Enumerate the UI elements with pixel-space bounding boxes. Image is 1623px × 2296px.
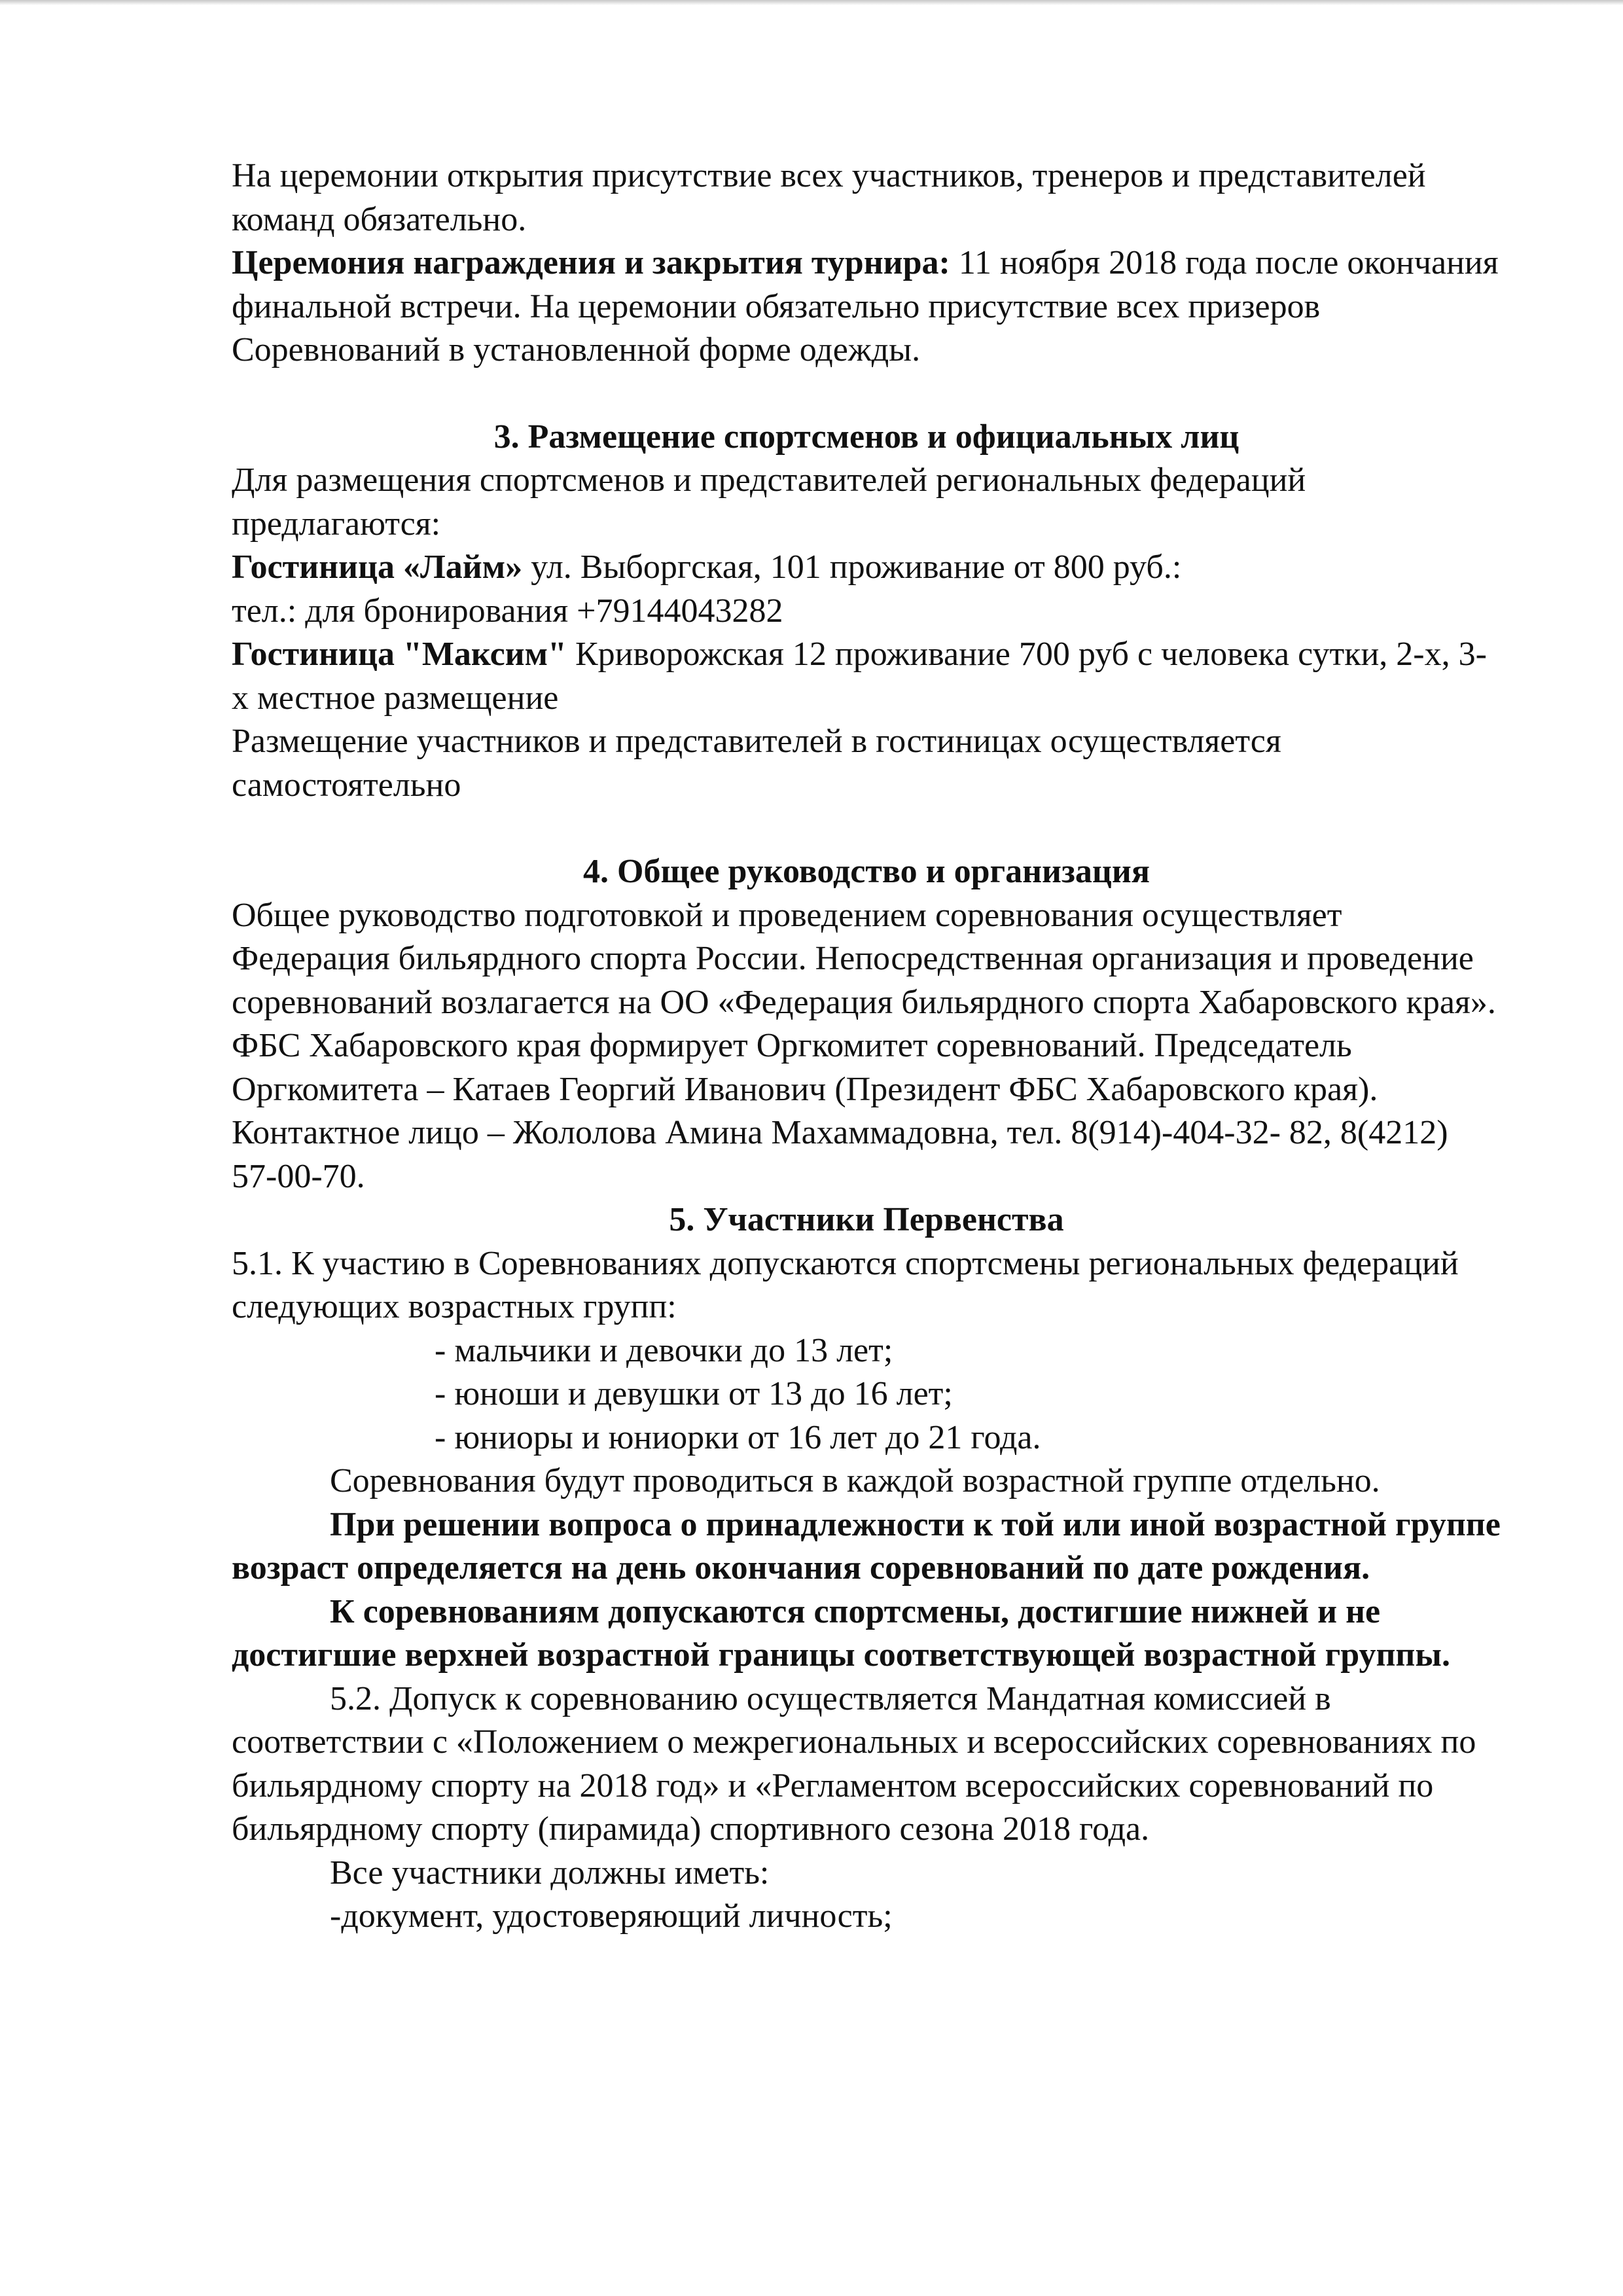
- scan-edge: [0, 0, 1623, 5]
- document-page: [232, 154, 1501, 1939]
- age-group-item: - юноши и девушки от 13 до 16 лет;: [435, 1375, 953, 1412]
- section-5-heading: 5. Участники Первенства: [669, 1201, 1064, 1238]
- hotel-1-phone: тел.: для бронирования +79144043282: [232, 592, 783, 630]
- required-documents-intro: Все участники должны иметь:: [330, 1854, 770, 1892]
- hotel-1-line: [232, 546, 1501, 590]
- section-3-intro: Для размещения спортсменов и представителей региональных федераций предлагаются:: [232, 461, 1306, 543]
- section-5-2-paragraph: 5.2. Допуск к соревнованию осуществляется Мандатная комиссией в соответствии с «Положением о межрегиональных и всероссийских соревнованиях по бильярдному спорту на 2018 год» и «Регламентом всероссийских соревнований по бильярдному спорту (пирамида) спортивного сезона 2018 года.: [232, 1679, 1476, 1848]
- closing-ceremony-text: 11 ноября 2018 года после окончания финальной встречи. На церемонии обязательно присутствие всех призеров Соревнований в установленной форме одежды.: [232, 244, 1499, 368]
- accommodation-note: Размещение участников и представителей в гостиницах осуществляется самостоятельно: [232, 723, 1281, 804]
- closing-ceremony-label: Церемония награждения и закрытия турнира:: [232, 244, 950, 281]
- hotel-1-name: Гостиница «Лайм»: [232, 548, 523, 586]
- separate-groups-paragraph: Соревнования будут проводиться в каждой возрастной группе отдельно.: [330, 1462, 1380, 1499]
- age-boundary-rule: К соревнованиям допускаются спортсмены, достигшие нижней и не достигшие верхней возрастной границы соответствующей возрастной группы.: [232, 1592, 1450, 1674]
- hotel-2-name: Гостиница "Максим": [232, 636, 567, 673]
- section-5-1-paragraph: 5.1. К участию в Соревнованиях допускаются спортсмены региональных федераций следующих возрастных групп:: [232, 1244, 1459, 1325]
- section-3-heading: 3. Размещение спортсменов и официальных лиц: [493, 418, 1240, 456]
- hotel-1-details: ул. Выборгская, 101 проживание от 800 руб.:: [522, 548, 1182, 586]
- section-4-body: Общее руководство подготовкой и проведением соревнования осуществляет Федерация бильярдного спорта России. Непосредственная организация и проведение соревнований возлагается на ОО «Федерация бильярдного спорта Хабаровского края». ФБС Хабаровского края формирует Оргкомитет соревнований. Председатель Оргкомитета – Катаев Георгий Иванович (Президент ФБС Хабаровского края). Контактное лицо – Жололова Амина Махаммадовна, тел. 8(914)-404-32- 82, 8(4212) 57-00-70.: [232, 896, 1496, 1195]
- age-determination-rule: При решении вопроса о принадлежности к той или иной возрастной группе возраст определяется на день окончания соревнований по дате рождения.: [232, 1505, 1501, 1587]
- opening-ceremony-text: На церемонии открытия присутствие всех участников, тренеров и представителей команд обязательно.: [232, 157, 1426, 238]
- hotel-2-line: [232, 633, 1501, 720]
- section-4-heading: 4. Общее руководство и организация: [583, 853, 1150, 890]
- age-groups-list: [232, 1329, 1501, 1460]
- closing-ceremony-paragraph: [232, 242, 1501, 372]
- hotel-2-details: Криворожская 12 проживание 700 руб с человека сутки, 2-х, 3-х местное размещение: [232, 636, 1487, 717]
- required-document-item: -документ, удостоверяющий личность;: [330, 1897, 893, 1935]
- age-group-item: - мальчики и девочки до 13 лет;: [435, 1331, 893, 1369]
- age-group-item: - юниоры и юниорки от 16 лет до 21 года.: [435, 1418, 1041, 1456]
